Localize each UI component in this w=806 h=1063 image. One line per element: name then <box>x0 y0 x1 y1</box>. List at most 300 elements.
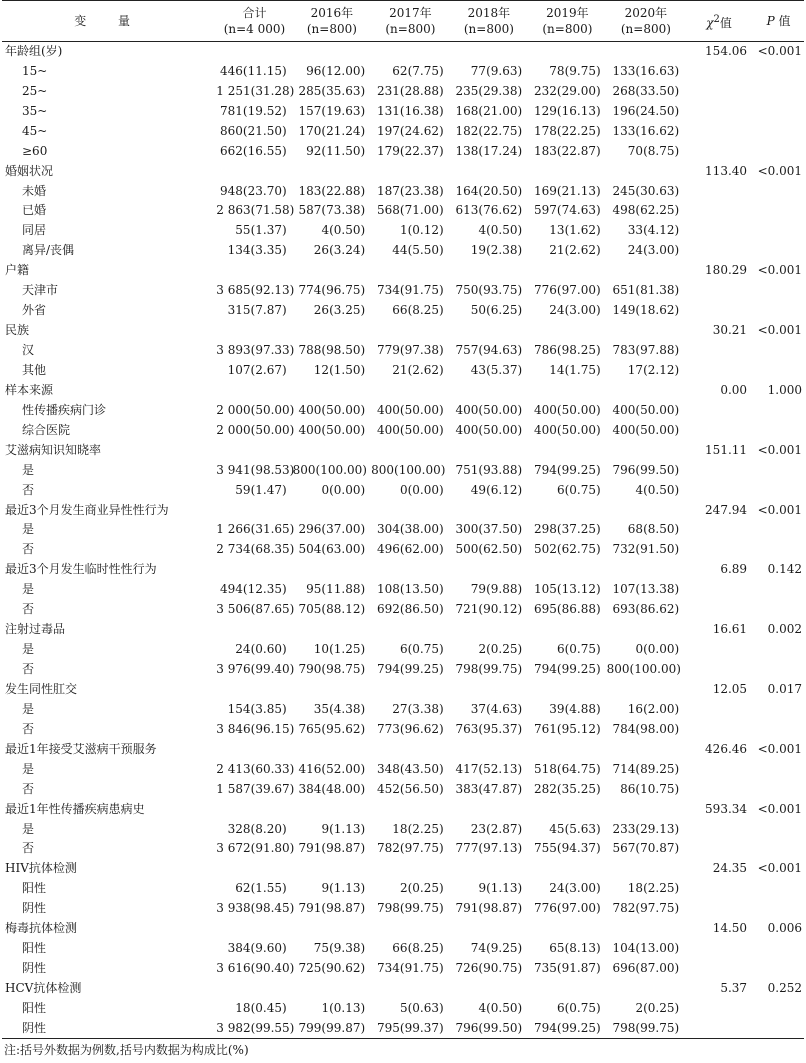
cell-2017: 798(99.75) <box>377 901 444 916</box>
cell-2020 <box>607 560 686 580</box>
cell-2016: 9(1.13) <box>321 881 366 896</box>
cell-2019 <box>528 261 607 281</box>
cell-chi-square: 24.35 <box>712 861 748 876</box>
cell-2016: 92(11.50) <box>306 143 366 158</box>
row-label: 否 <box>22 841 35 856</box>
cell-2017: 400(50.00) <box>377 422 444 437</box>
group-label: 最近3个月发生商业异性性行为 <box>5 502 169 517</box>
cell-2019: 794(99.25) <box>534 462 601 477</box>
table-row <box>2 580 804 600</box>
row-label: ≥60 <box>22 143 48 158</box>
table-row <box>2 141 804 161</box>
cell-2016: 183(22.88) <box>298 183 366 198</box>
cell-2019: 6(0.75) <box>556 642 601 657</box>
cell-chi-square: 247.94 <box>705 502 748 517</box>
cell-total <box>216 620 292 640</box>
cell-2020: 0(0.00) <box>635 642 680 657</box>
cell-2020 <box>607 440 686 460</box>
cell-2019: 169(21.13) <box>534 183 601 198</box>
row-label: 是 <box>22 522 35 537</box>
cell-2020 <box>607 321 686 341</box>
cell-2019: 78(9.75) <box>549 63 601 78</box>
cell-total: 1 251(31.28) <box>216 83 295 98</box>
cell-2020: 782(97.75) <box>612 901 680 916</box>
cell-p-value <box>753 959 804 979</box>
cell-2020 <box>607 919 686 939</box>
row-label: 阳性 <box>22 941 47 956</box>
table-row <box>2 1018 804 1038</box>
table-row <box>2 959 804 979</box>
cell-2020: 400(50.00) <box>612 402 680 417</box>
cell-2017 <box>371 680 450 700</box>
cell-p-value <box>753 520 804 540</box>
group-row <box>2 440 804 460</box>
cell-2016 <box>293 161 372 181</box>
cell-2018: 726(90.75) <box>455 961 523 976</box>
cell-p-value <box>753 221 804 241</box>
cell-2016 <box>293 261 372 281</box>
header-2020 <box>607 1 686 42</box>
header-row <box>2 1 804 42</box>
cell-2020 <box>607 261 686 281</box>
cell-2020: 651(81.38) <box>612 283 680 298</box>
cell-2018: 757(94.63) <box>455 343 523 358</box>
cell-2016: 170(21.24) <box>298 123 366 138</box>
cell-total <box>216 859 292 879</box>
cell-2020: 16(2.00) <box>627 701 680 716</box>
table-footnote: 注:括号外数据为例数,括号内数据为构成比(%) <box>4 1043 249 1057</box>
cell-2019 <box>528 560 607 580</box>
cell-2016: 285(35.63) <box>298 83 366 98</box>
cell-2019: 39(4.88) <box>549 701 601 716</box>
cell-2017 <box>371 42 450 62</box>
cell-2017 <box>371 161 450 181</box>
cell-2019: 45(5.63) <box>549 821 601 836</box>
cell-p-value <box>753 600 804 620</box>
cell-chi-square <box>685 600 753 620</box>
cell-p-value <box>753 241 804 261</box>
table-container <box>2 0 804 1039</box>
cell-2018 <box>450 380 529 400</box>
row-label: 离异/丧偶 <box>22 243 75 258</box>
cell-2019: 298(37.25) <box>534 522 601 537</box>
cell-chi-square <box>685 959 753 979</box>
cell-chi-square: 0.00 <box>720 382 748 397</box>
cell-chi-square <box>685 660 753 680</box>
cell-total: 24(0.60) <box>235 642 287 657</box>
cell-chi-square <box>685 779 753 799</box>
cell-total <box>216 42 292 62</box>
cell-chi-square <box>685 719 753 739</box>
table-row <box>2 520 804 540</box>
cell-2016 <box>293 919 372 939</box>
cell-2019: 232(29.00) <box>534 83 601 98</box>
table-row <box>2 839 804 859</box>
table-row <box>2 241 804 261</box>
cell-2019: 21(2.62) <box>549 243 601 258</box>
header-chi-square <box>685 1 753 42</box>
cell-total: 3 938(98.45) <box>216 901 295 916</box>
cell-2018: 300(37.50) <box>455 522 523 537</box>
cell-2016: 799(99.87) <box>293 1018 372 1038</box>
cell-2020: 796(99.50) <box>612 462 680 477</box>
cell-total <box>216 979 292 999</box>
group-row <box>2 859 804 879</box>
cell-2016: 416(52.00) <box>298 761 366 776</box>
cell-2018: 796(99.50) <box>450 1018 529 1038</box>
cell-chi-square <box>685 101 753 121</box>
cell-2017: 21(2.62) <box>392 362 444 377</box>
cell-p-value <box>753 61 804 81</box>
cell-2020: 68(8.50) <box>627 522 680 537</box>
cell-2019: 129(16.13) <box>534 103 601 118</box>
group-label: 样本来源 <box>5 382 54 397</box>
group-row <box>2 500 804 520</box>
cell-2020: 714(89.25) <box>612 761 680 776</box>
cell-2017: 304(38.00) <box>377 522 444 537</box>
cell-2020: 107(13.38) <box>612 582 680 597</box>
cell-2018 <box>450 261 529 281</box>
group-row <box>2 42 804 62</box>
cell-p-value <box>753 181 804 201</box>
cell-p-value <box>753 580 804 600</box>
cell-2018: 777(97.13) <box>455 841 523 856</box>
table-row <box>2 600 804 620</box>
header-2016-label: 2016年 <box>310 6 354 20</box>
cell-p-value <box>753 699 804 719</box>
cell-total: 1 587(39.67) <box>216 781 295 796</box>
group-label: 最近1年性传播疾病患病史 <box>5 801 145 816</box>
cell-2016: 400(50.00) <box>298 422 366 437</box>
cell-2016: 35(4.38) <box>313 701 366 716</box>
cell-p-value <box>753 420 804 440</box>
row-label: 是 <box>22 642 35 657</box>
row-label: 阴性 <box>22 901 47 916</box>
cell-2017: 795(99.37) <box>371 1018 450 1038</box>
cell-2020: 196(24.50) <box>612 103 680 118</box>
cell-2018 <box>450 560 529 580</box>
table-row <box>2 480 804 500</box>
cell-chi-square <box>685 580 753 600</box>
cell-total: 662(16.55) <box>220 143 287 158</box>
cell-2018: 721(90.12) <box>455 602 523 617</box>
cell-p-value: <0.001 <box>757 741 802 756</box>
table-row <box>2 420 804 440</box>
cell-2017 <box>371 500 450 520</box>
cell-2019 <box>528 799 607 819</box>
cell-2019 <box>528 500 607 520</box>
cell-2017: 18(2.25) <box>392 821 444 836</box>
cell-chi-square <box>685 241 753 261</box>
cell-total <box>216 560 292 580</box>
cell-2019: 24(3.00) <box>549 881 601 896</box>
cell-2019: 755(94.37) <box>534 841 601 856</box>
cell-2016: 400(50.00) <box>298 402 366 417</box>
row-label: 15~ <box>22 63 48 78</box>
cell-total: 3 941(98.53) <box>216 462 295 477</box>
cell-p-value <box>753 540 804 560</box>
cell-2019 <box>528 321 607 341</box>
table-row <box>2 779 804 799</box>
cell-chi-square <box>685 819 753 839</box>
group-label: 梅毒抗体检测 <box>5 921 78 936</box>
cell-2019 <box>528 680 607 700</box>
cell-2020: 696(87.00) <box>612 961 680 976</box>
cell-2019: 776(97.00) <box>534 901 601 916</box>
header-2016-n: (n=800) <box>306 22 357 36</box>
cell-2019: 597(74.63) <box>534 203 601 218</box>
header-total-label: 合计 <box>242 6 267 20</box>
cell-2017: 44(5.50) <box>392 243 444 258</box>
cell-2018: 4(0.50) <box>478 223 523 238</box>
cell-2016: 587(73.38) <box>298 203 366 218</box>
cell-2020: 149(18.62) <box>612 303 680 318</box>
header-total <box>216 1 292 42</box>
cell-total: 3 976(99.40) <box>216 662 295 677</box>
group-label: 婚姻状况 <box>5 163 54 178</box>
cell-2017: 66(8.25) <box>392 941 444 956</box>
cell-2020 <box>607 739 686 759</box>
cell-2016 <box>293 42 372 62</box>
cell-chi-square <box>685 301 753 321</box>
table-row <box>2 301 804 321</box>
cell-chi-square <box>685 939 753 959</box>
cell-p-value <box>753 1018 804 1038</box>
cell-chi-square <box>685 81 753 101</box>
cell-chi-square: 5.37 <box>720 981 748 996</box>
cell-chi-square <box>685 181 753 201</box>
row-label: 其他 <box>22 362 47 377</box>
row-label: 否 <box>22 482 35 497</box>
cell-chi-square <box>685 460 753 480</box>
cell-p-value <box>753 779 804 799</box>
cell-p-value: <0.001 <box>757 861 802 876</box>
cell-chi-square: 154.06 <box>705 44 748 59</box>
cell-2016: 12(1.50) <box>313 362 366 377</box>
cell-2019: 178(22.25) <box>534 123 601 138</box>
cell-2016 <box>293 321 372 341</box>
row-label: 汉 <box>22 343 35 358</box>
group-label: 发生同性肛交 <box>5 681 78 696</box>
cell-2017 <box>371 560 450 580</box>
table-row <box>2 400 804 420</box>
group-row <box>2 680 804 700</box>
cell-2020: 4(0.50) <box>635 482 680 497</box>
cell-p-value <box>753 819 804 839</box>
cell-2018: 49(6.12) <box>470 482 523 497</box>
table-row <box>2 281 804 301</box>
cell-2017 <box>371 440 450 460</box>
cell-2020: 498(62.25) <box>612 203 680 218</box>
group-label: HIV抗体检测 <box>5 861 77 876</box>
header-2017-n: (n=800) <box>385 22 436 36</box>
cell-p-value <box>753 640 804 660</box>
cell-2016: 504(63.00) <box>298 542 366 557</box>
row-label: 阳性 <box>22 1000 47 1015</box>
cell-chi-square: 14.50 <box>712 921 748 936</box>
cell-2018 <box>450 620 529 640</box>
cell-2017: 187(23.38) <box>377 183 444 198</box>
cell-total: 3 893(97.33) <box>216 343 295 358</box>
cell-2018: 23(2.87) <box>470 821 523 836</box>
cell-2019: 794(99.25) <box>528 1018 607 1038</box>
cell-2017: 348(43.50) <box>377 761 444 776</box>
cell-2019: 400(50.00) <box>534 422 601 437</box>
cell-chi-square: 151.11 <box>705 442 748 457</box>
cell-2017 <box>371 799 450 819</box>
cell-total: 2 000(50.00) <box>216 402 295 417</box>
header-2019 <box>528 1 607 42</box>
cell-2016: 788(98.50) <box>298 343 366 358</box>
cell-total: 3 846(96.15) <box>216 721 295 736</box>
header-2017-label: 2017年 <box>389 6 432 20</box>
cell-2016 <box>293 859 372 879</box>
cell-2017: 692(86.50) <box>377 602 444 617</box>
cell-p-value <box>753 480 804 500</box>
cell-2018: 79(9.88) <box>470 582 523 597</box>
cell-chi-square: 16.61 <box>712 622 748 637</box>
row-label: 阴性 <box>2 1018 216 1038</box>
table-row <box>2 181 804 201</box>
cell-2016: 75(9.38) <box>313 941 366 956</box>
cell-chi-square <box>685 61 753 81</box>
cell-2020: 783(97.88) <box>612 343 680 358</box>
cell-p-value <box>753 879 804 899</box>
cell-chi-square <box>685 420 753 440</box>
cell-2019 <box>528 919 607 939</box>
cell-chi-square <box>685 201 753 221</box>
cell-2020 <box>607 680 686 700</box>
cell-chi-square: 593.34 <box>705 801 748 816</box>
row-label: 否 <box>22 662 35 677</box>
cell-total: 154(3.85) <box>227 701 287 716</box>
cell-total: 18(0.45) <box>235 1000 287 1015</box>
cell-total <box>216 680 292 700</box>
cell-total: 2 000(50.00) <box>216 422 295 437</box>
cell-2017 <box>371 321 450 341</box>
table-body <box>2 42 804 1039</box>
cell-2019 <box>528 161 607 181</box>
cell-2019: 518(64.75) <box>534 761 601 776</box>
table-row <box>2 540 804 560</box>
cell-2016: 95(11.88) <box>306 582 366 597</box>
cell-2019: 13(1.62) <box>549 223 601 238</box>
group-label: 注射过毒品 <box>5 622 66 637</box>
cell-2018 <box>450 799 529 819</box>
cell-2018: 613(76.62) <box>455 203 523 218</box>
cell-2018 <box>450 440 529 460</box>
row-label: 否 <box>22 542 35 557</box>
cell-total: 3 506(87.65) <box>216 602 295 617</box>
cell-p-value <box>753 939 804 959</box>
cell-2018: 4(0.50) <box>478 1000 523 1015</box>
row-label: 是 <box>22 582 35 597</box>
cell-2020: 798(99.75) <box>607 1018 686 1038</box>
row-label: 是 <box>22 821 35 836</box>
group-row <box>2 979 804 999</box>
cell-2019: 786(98.25) <box>534 343 601 358</box>
cell-2020: 133(16.62) <box>612 123 680 138</box>
cell-total: 134(3.35) <box>227 243 287 258</box>
cell-2016: 800(100.00) <box>292 462 367 477</box>
cell-2018: 168(21.00) <box>455 103 523 118</box>
cell-p-value: 0.006 <box>767 921 802 936</box>
cell-2018: 138(17.24) <box>455 143 523 158</box>
cell-p-value <box>753 301 804 321</box>
group-label: 艾滋病知识知晓率 <box>5 442 102 457</box>
row-label: 是 <box>22 462 35 477</box>
cell-chi-square <box>685 341 753 361</box>
cell-p-value <box>753 719 804 739</box>
cell-2017 <box>371 919 450 939</box>
cell-chi-square: 12.05 <box>712 681 748 696</box>
header-2019-n: (n=800) <box>542 22 593 36</box>
cell-chi-square: 180.29 <box>705 263 748 278</box>
cell-2018: 2(0.25) <box>478 642 523 657</box>
group-label: 民族 <box>5 323 30 338</box>
cell-p-value: 0.017 <box>767 681 802 696</box>
table-row <box>2 101 804 121</box>
cell-2016: 791(98.87) <box>298 841 366 856</box>
p-suffix: 值 <box>774 14 791 28</box>
cell-2017 <box>371 620 450 640</box>
cell-2017: 62(7.75) <box>392 63 444 78</box>
cell-chi-square: 113.40 <box>705 163 748 178</box>
cell-2017: 452(56.50) <box>377 781 444 796</box>
cell-2016 <box>293 739 372 759</box>
cell-2018: 750(93.75) <box>455 283 523 298</box>
cell-2016: 725(90.62) <box>298 961 366 976</box>
cell-2020: 800(100.00) <box>606 662 681 677</box>
cell-2016: 26(3.24) <box>313 243 366 258</box>
cell-total: 55(1.37) <box>235 223 287 238</box>
group-row <box>2 739 804 759</box>
cell-total <box>216 321 292 341</box>
cell-2019 <box>528 42 607 62</box>
cell-total: 860(21.50) <box>220 123 287 138</box>
table-row <box>2 61 804 81</box>
row-label: 天津市 <box>22 283 59 298</box>
header-2019-label: 2019年 <box>546 6 589 20</box>
cell-2020: 400(50.00) <box>612 422 680 437</box>
cell-2018: 763(95.37) <box>455 721 523 736</box>
cell-p-value <box>753 101 804 121</box>
cell-p-value <box>753 141 804 161</box>
cell-total <box>216 500 292 520</box>
cell-2018: 77(9.63) <box>470 63 523 78</box>
cell-2016: 1(0.13) <box>321 1000 366 1015</box>
cell-2017: 1(0.12) <box>399 223 444 238</box>
cell-2018: 751(93.88) <box>455 462 523 477</box>
cell-2016: 296(37.00) <box>298 522 366 537</box>
row-label: 否 <box>22 781 35 796</box>
cell-total: 3 685(92.13) <box>216 283 295 298</box>
cell-2018 <box>450 739 529 759</box>
chi-symbol: χ <box>706 15 714 30</box>
cell-2018 <box>450 859 529 879</box>
cell-2020: 104(13.00) <box>612 941 680 956</box>
cell-chi-square: 426.46 <box>705 741 748 756</box>
cell-2018: 164(20.50) <box>455 183 523 198</box>
cell-chi-square <box>685 361 753 381</box>
cell-2017: 779(97.38) <box>377 343 444 358</box>
group-row <box>2 799 804 819</box>
cell-p-value <box>753 460 804 480</box>
cell-2017: 179(22.37) <box>377 143 444 158</box>
table-row <box>2 879 804 899</box>
cell-total: 781(19.52) <box>220 103 287 118</box>
header-2020-label: 2020年 <box>624 6 668 20</box>
